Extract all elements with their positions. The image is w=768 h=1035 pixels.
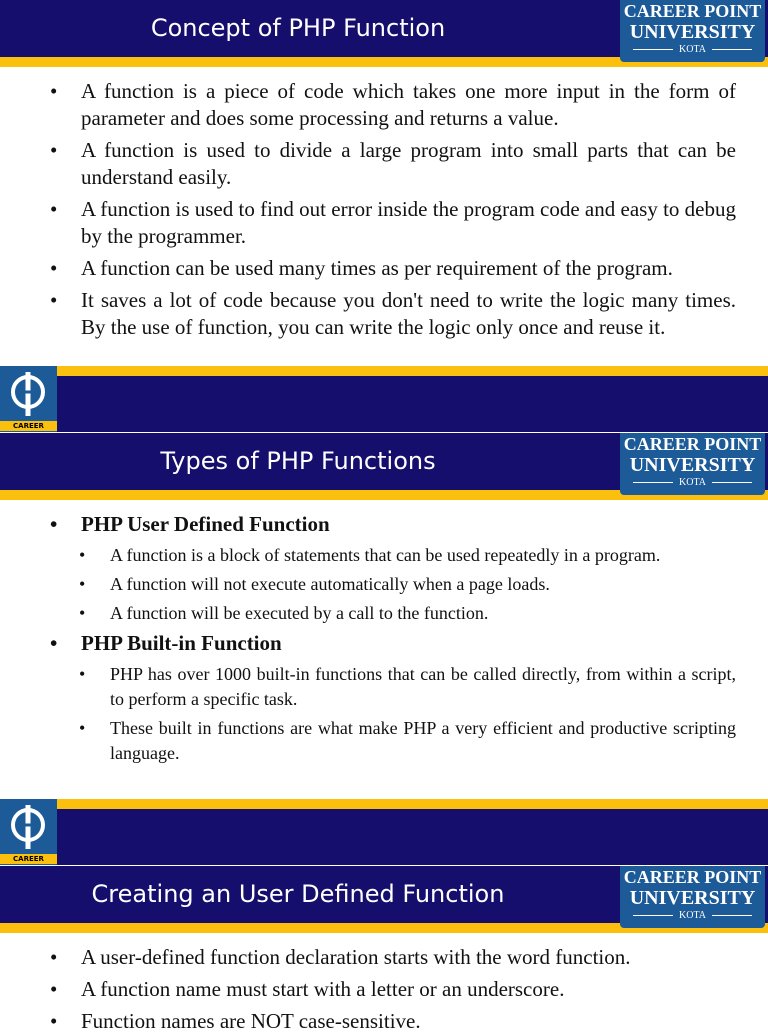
logo-line-kota: KOTA	[620, 909, 765, 923]
list-item: • A function will be executed by a call to the function.	[79, 601, 736, 626]
list-item: • A user-defined function declaration starts with the word function.	[50, 945, 631, 969]
logo-line-career-point: CAREER POINT	[623, 434, 762, 454]
list-item: • Function names are NOT case-sensitive.	[50, 1009, 421, 1033]
bullet-icon: •	[50, 1009, 58, 1033]
bullet-icon: •	[50, 79, 58, 103]
slide-title: Types of PHP Functions	[160, 447, 436, 475]
logo-line-university: UNIVERSITY	[629, 887, 756, 909]
list-item: • PHP has over 1000 built-in functions that can be called directly, from within a script, to perform a specific task.	[79, 664, 736, 709]
emblem-label: CAREER	[0, 854, 57, 864]
logo-line-career-point: CAREER POINT	[623, 1, 762, 21]
career-point-emblem	[0, 799, 57, 865]
bullet-icon: •	[50, 977, 58, 1001]
slide-title: Concept of PHP Function	[150, 14, 446, 42]
logo-line-career-point: CAREER POINT	[623, 867, 762, 887]
list-item: • A function is a piece of code which takes one more input in the form of parameter and does some processing and returns a value.	[50, 79, 736, 130]
career-point-emblem-icon	[8, 805, 48, 851]
section-heading: • PHP User Defined Function	[50, 512, 330, 536]
logo-line-kota: KOTA	[620, 476, 765, 490]
slide-types-of-php-functions	[0, 433, 768, 866]
bullet-icon: •	[79, 603, 86, 623]
footer-accent-stripe	[57, 799, 768, 809]
bullet-icon: •	[79, 574, 86, 594]
slide-title: Creating an User Defined Function	[91, 880, 505, 908]
bullet-icon: •	[50, 945, 58, 969]
bullet-list	[50, 511, 736, 766]
career-point-university-logo	[620, 866, 765, 928]
bullet-icon: •	[50, 288, 58, 312]
bullet-icon: •	[50, 197, 58, 221]
logo-line-university: UNIVERSITY	[629, 21, 756, 43]
bullet-icon: •	[50, 631, 58, 655]
logo-line-kota: KOTA	[620, 43, 765, 57]
list-item: • A function is used to divide a large program into small parts that can be understand easily.	[50, 138, 736, 189]
logo-line-university: UNIVERSITY	[629, 454, 756, 476]
bullet-icon: •	[50, 256, 58, 280]
bullet-icon: •	[79, 664, 86, 684]
career-point-university-logo	[620, 433, 765, 495]
career-point-emblem-icon	[8, 372, 48, 418]
bullet-list	[50, 944, 736, 1035]
bullet-icon: •	[50, 138, 58, 162]
slide-creating-user-defined-function	[0, 866, 768, 1033]
bullet-icon: •	[50, 512, 58, 536]
list-item: • A function name must start with a letter or an underscore.	[50, 977, 565, 1001]
footer-accent-stripe	[57, 366, 768, 376]
bullet-list	[50, 78, 736, 341]
list-item: • It saves a lot of code because you don't need to write the logic many times. By the use of function, you can write the logic only once and reuse it.	[50, 288, 736, 339]
list-item: • A function can be used many times as per requirement of the program.	[50, 256, 673, 280]
bullet-icon: •	[79, 545, 86, 565]
career-point-university-logo	[620, 0, 765, 62]
list-item: • A function will not execute automatically when a page loads.	[79, 572, 736, 597]
bullet-icon: •	[79, 718, 86, 738]
list-item: • These built in functions are what make PHP a very efficient and productive scripting language.	[79, 718, 736, 763]
list-item: • A function is used to find out error inside the program code and easy to debug by the programmer.	[50, 197, 736, 248]
list-item: • A function is a block of statements that can be used repeatedly in a program.	[79, 543, 736, 568]
section-heading: • PHP Built-in Function	[50, 631, 282, 655]
emblem-label: CAREER	[0, 421, 57, 431]
career-point-emblem	[0, 366, 57, 432]
slide-concept-of-php-function	[0, 0, 768, 433]
